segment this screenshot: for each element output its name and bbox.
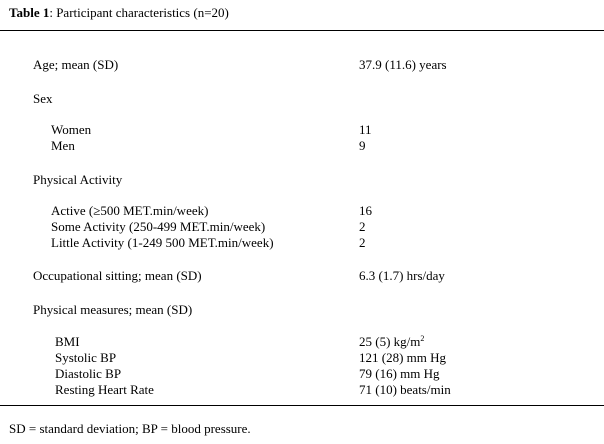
row-label: Diastolic BP	[55, 366, 122, 381]
table-caption-text: : Participant characteristics (n=20)	[49, 5, 229, 20]
row-value: 16	[359, 203, 372, 218]
table-row	[0, 366, 604, 382]
row-value: 37.9 (11.6) years	[359, 57, 447, 72]
row-value: 79 (16) mm Hg	[359, 366, 440, 381]
table-caption	[9, 5, 229, 21]
table-row	[0, 235, 604, 251]
table-footnote: SD = standard deviation; BP = blood pressure.	[9, 421, 251, 436]
table-row	[0, 302, 604, 318]
row-label: Women	[51, 122, 92, 137]
table-row	[0, 172, 604, 188]
table-row	[0, 268, 604, 284]
row-value: 71 (10) beats/min	[359, 382, 451, 397]
row-value: 121 (28) mm Hg	[359, 350, 447, 365]
table-row	[0, 57, 604, 73]
row-label: Some Activity (250-499 MET.min/week)	[51, 219, 266, 234]
table-row	[0, 138, 604, 154]
table-row	[0, 203, 604, 219]
row-label: Systolic BP	[55, 350, 117, 365]
table-row	[0, 350, 604, 366]
table-top-rule	[0, 30, 604, 31]
bmi-unit-exponent: 2	[420, 334, 425, 343]
table-bottom-rule	[0, 405, 604, 406]
row-label: Physical Activity	[33, 172, 123, 187]
row-label: Physical measures; mean (SD)	[33, 302, 193, 317]
table-row	[0, 122, 604, 138]
row-value: 11	[359, 122, 372, 137]
table-row	[0, 334, 604, 350]
table-row	[0, 382, 604, 398]
table-caption-label: Table 1	[9, 5, 50, 20]
row-value	[359, 334, 424, 350]
table-row	[0, 91, 604, 107]
row-label: Occupational sitting; mean (SD)	[33, 268, 202, 283]
row-label: Little Activity (1-249 500 MET.min/week)	[51, 235, 274, 250]
row-value: 6.3 (1.7) hrs/day	[359, 268, 445, 283]
row-label: Age; mean (SD)	[33, 57, 119, 72]
bmi-value: 25 (5) kg/m	[359, 334, 421, 349]
row-label: Active (≥500 MET.min/week)	[51, 203, 209, 218]
row-value: 2	[359, 219, 366, 234]
table-row	[0, 219, 604, 235]
row-label: Men	[51, 138, 75, 153]
row-label: Sex	[33, 91, 53, 106]
row-value: 2	[359, 235, 366, 250]
row-label: Resting Heart Rate	[55, 382, 154, 397]
row-label: BMI	[55, 334, 80, 349]
row-value: 9	[359, 138, 366, 153]
